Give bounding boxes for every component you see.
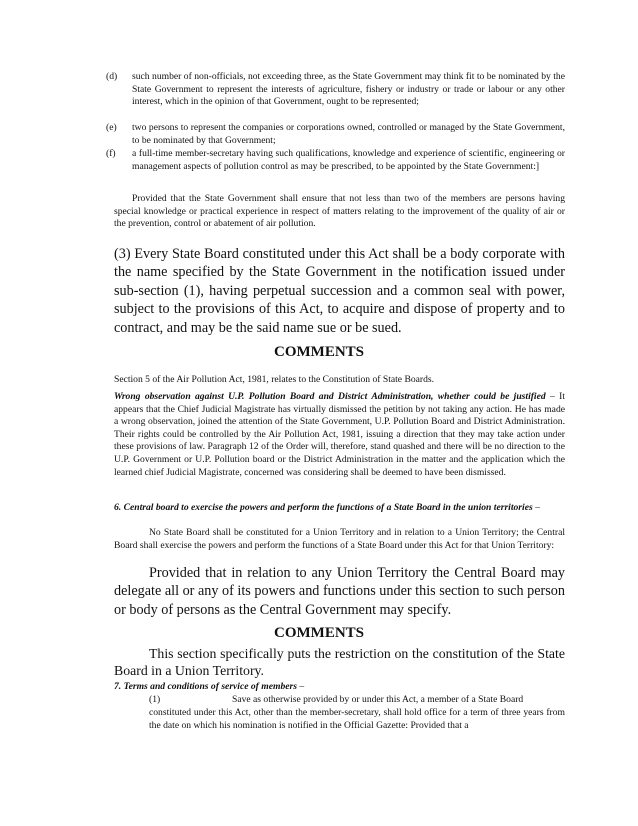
case-body: – It appears that the Chief Judicial Magistrate has virtually dismissed the petition by not taking any action. He has made a wrong observation, joined the attention of the State Government, U.P. Pollution Board and District Administration. Their rights could be controlled by the Air Pollution Act, 1981, issuing a direction that they may take action under these provisions of law. Paragraph 12 of the Order will, therefore, stand quashed and there will be no direction to the U.P. Government or U.P. Pollution board or the District Administration in the matter and the application which the learned chief Judicial Magistrate, concerned was considering shall be deemed to have been dismissed. <box>114 391 565 478</box>
section-title: 7. Terms and conditions of service of members <box>114 681 297 692</box>
list-marker: (f) <box>106 148 116 159</box>
list-text: a full-time member-secretary having such qualifications, knowledge and experience of scientific, engineering or management aspects of pollution control as may be prescribed, to be appointed by the State Government:] <box>132 148 565 172</box>
list-item-e <box>106 122 565 147</box>
comments-intro: Section 5 of the Air Pollution Act, 1981, relates to the Constitution of State Boards. <box>114 374 435 385</box>
comments-heading: COMMENTS <box>274 344 364 360</box>
list-item-f <box>106 148 565 173</box>
proviso-paragraph: Provided that the State Government shall ensure that not less than two of the members are persons having special knowledge or practical experience in respect of matters relating to the improvement of the quality of air or the prevention, control or abatement of air pollution. <box>114 193 565 230</box>
list-text: two persons to represent the companies or corporations owned, controlled or managed by the State Government, to be nominated by that Government; <box>132 122 565 146</box>
subsection-7-1-marker: (1) <box>149 694 161 705</box>
section-6-title <box>114 502 565 515</box>
section-6-body: No State Board shall be constituted for a Union Territory and in relation to a Union Territory; the Central Board shall exercise the powers and perform the functions of a State Board under this Act for that Union Territory: <box>114 527 565 551</box>
list-item-d <box>106 71 565 109</box>
title-dash: – <box>296 681 305 692</box>
subsection-7-1-line1: Save as otherwise provided by or under this Act, a member of a State Board <box>232 694 524 705</box>
section-title: 6. Central board to exercise the powers and perform the functions of a State Board in the union territories <box>114 502 533 513</box>
title-dash: – <box>532 502 540 513</box>
list-marker: (e) <box>106 122 117 133</box>
case-title: Wrong observation against U.P. Pollution Board and District Administration, whether could be justified <box>114 391 546 402</box>
subsection-7-1-rest: constituted under this Act, other than the member-secretary, shall hold office for a term of three years from the date on which his nomination is notified in the Official Gazette: Provided that a <box>149 707 565 731</box>
comments-heading-2: COMMENTS <box>274 625 364 641</box>
comments-2-body: This section specifically puts the restriction on the constitution of the State Board in a Union Territory. <box>114 646 565 678</box>
list-marker: (d) <box>106 71 118 82</box>
case-note <box>114 391 565 479</box>
list-text: such number of non-officials, not exceeding three, as the State Government may think fit to be nominated by the State Government to represent the interests of agriculture, fishery or industry or trade or labour or any other interest, which in the opinion of that Government, ought to be represented; <box>132 71 565 108</box>
section-6-proviso: Provided that in relation to any Union Territory the Central Board may delegate all or any of its powers and functions under this section to such person or body of persons as the Central Government may specify. <box>114 565 565 618</box>
subsection-3: (3) Every State Board constituted under this Act shall be a body corporate with the name specified by the State Government in the notification issued under sub-section (1), having perpetual succession and a common seal with power, subject to the provisions of this Act, to acquire and dispose of property and to contract, and may be the said name sue or be sued. <box>114 246 565 336</box>
section-7-title <box>114 681 565 694</box>
